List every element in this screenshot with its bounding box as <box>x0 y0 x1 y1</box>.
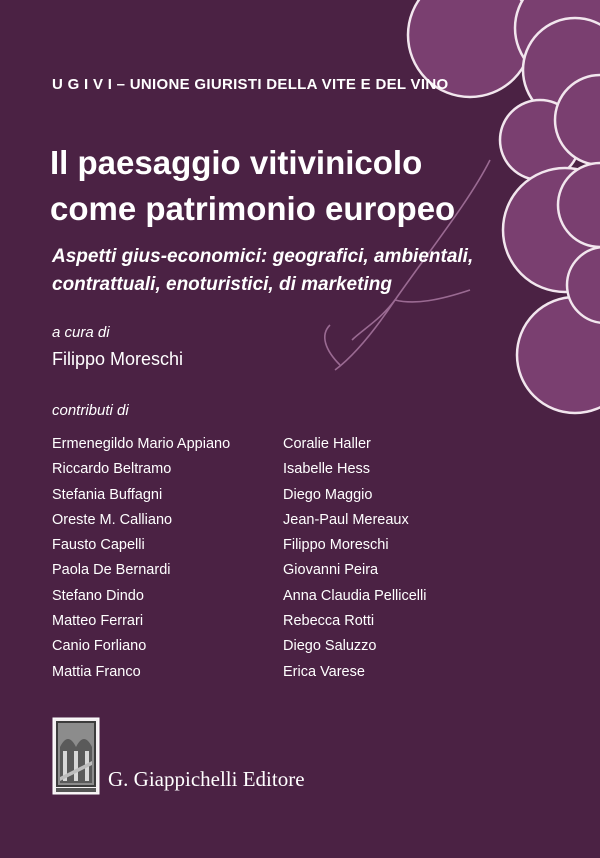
contributor-name: Filippo Moreschi <box>283 537 389 554</box>
contributor-name: Giovanni Peira <box>283 562 379 579</box>
contributor-name: Canio Forliano <box>52 638 147 655</box>
contributors-list-right <box>283 432 426 685</box>
contributor-name: Stefania Buffagni <box>52 486 163 503</box>
contributor-name: Stefano Dindo <box>52 587 144 604</box>
contributor-name: Matteo Ferrari <box>52 613 144 630</box>
contributor-name: Coralie Haller <box>283 436 371 452</box>
contributor-name: Anna Claudia Pellicelli <box>283 587 427 604</box>
contributor-name: Diego Saluzzo <box>283 638 377 655</box>
book-title-line: Il paesaggio vitivinicolo <box>50 144 423 181</box>
editor-name: Filippo Moreschi <box>52 349 184 369</box>
contributor-name: Oreste M. Calliano <box>52 511 173 528</box>
contributors-label: contributi di <box>52 402 129 419</box>
curated-by-label: a cura di <box>52 324 110 341</box>
book-title <box>50 140 490 232</box>
publisher-name: G. Giappichelli Editore <box>108 767 305 791</box>
contributor-name: Riccardo Beltramo <box>52 461 172 478</box>
book-subtitle-line: Aspetti gius-economici: geografici, ambientali, <box>52 246 474 267</box>
series-name: U G I V I – UNIONE GIURISTI DELLA VITE E DEL VINO <box>52 76 449 93</box>
contributor-name: Isabelle Hess <box>283 461 371 478</box>
contributor-name: Jean-Paul Mereaux <box>283 511 409 528</box>
book-title-line: come patrimonio europeo <box>50 190 456 227</box>
contributor-name: Paola De Bernardi <box>52 562 171 579</box>
publisher-logo-icon <box>52 717 100 795</box>
book-subtitle <box>52 243 512 299</box>
contributor-name: Rebecca Rotti <box>283 613 375 630</box>
contributor-name: Erica Varese <box>283 663 365 680</box>
contributor-name: Fausto Capelli <box>52 537 145 554</box>
contributor-name: Ermenegildo Mario Appiano <box>52 436 231 452</box>
contributor-name: Diego Maggio <box>283 486 373 503</box>
book-subtitle-line: contrattuali, enoturistici, di marketing <box>52 274 392 295</box>
contributor-name: Mattia Franco <box>52 663 141 680</box>
contributors-list-left <box>52 432 230 685</box>
